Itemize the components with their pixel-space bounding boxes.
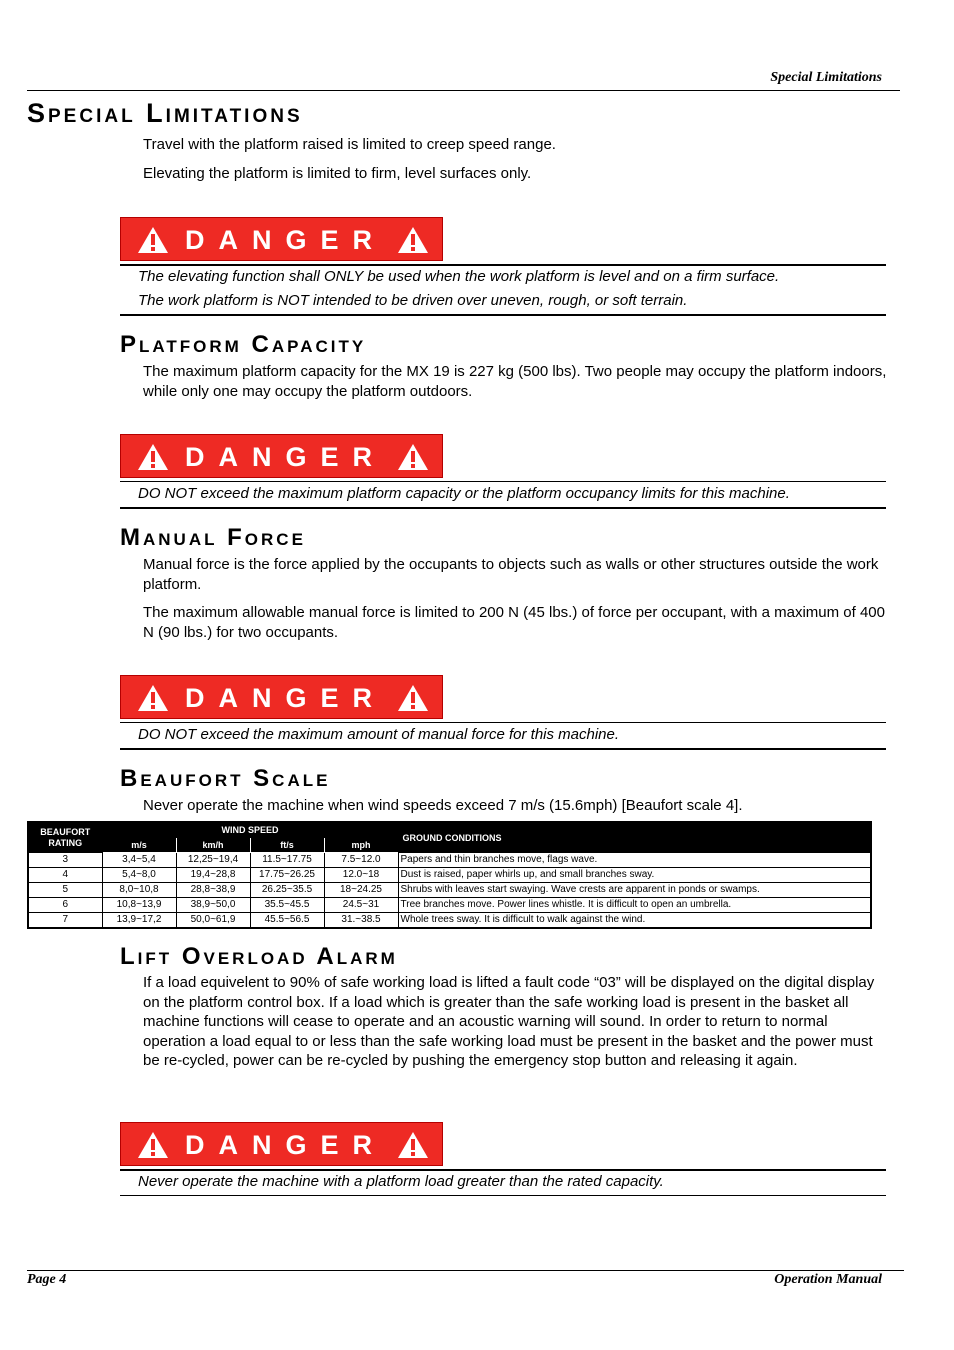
warning-triangle-icon [397, 443, 429, 471]
cell-mph: 24.5~31 [324, 898, 398, 913]
table-row [28, 898, 871, 913]
unit-header: m/s [102, 838, 176, 853]
table-row [28, 913, 871, 929]
cell-ground: Dust is raised, paper whirls up, and small branches sway. [398, 868, 871, 883]
beaufort-table [27, 821, 872, 929]
unit-header: km/h [176, 838, 250, 853]
cell-kmh: 38,9~50,0 [176, 898, 250, 913]
paragraph: If a load equivelent to 90% of safe working load is lifted a fault code “03” will be displayed on the digital display on the platform control box. If a load which is greater than the safe working load is present in the basket all machine functions will cease to operate and an acoustic warning will sound. In order to return to normal operation a load equal to or less than the safe working load must be present in the basket and the power must be re-cycled, power can be re-cycled by pushing the emergency stop button and releasing it again. [143, 974, 875, 1069]
cell-kmh: 28,8~38,9 [176, 883, 250, 898]
cell-mph: 7.5~12.0 [324, 853, 398, 868]
cell-rating: 6 [28, 898, 102, 913]
col-header-rating: BEAUFORT RATING [28, 822, 102, 853]
danger-label: DANGER [185, 442, 387, 472]
danger-label: DANGER [185, 1130, 387, 1160]
cell-ms: 5,4~8,0 [102, 868, 176, 883]
warning-triangle-icon [137, 226, 169, 254]
danger-rule-bottom [120, 507, 886, 509]
cell-rating: 7 [28, 913, 102, 929]
cell-ground: Whole trees sway. It is difficult to walk against the wind. [398, 913, 871, 929]
cell-ms: 13,9~17,2 [102, 913, 176, 929]
paragraph: Elevating the platform is limited to firm, level surfaces only. [143, 165, 532, 182]
cell-ms: 8,0~10,8 [102, 883, 176, 898]
table-row [28, 868, 871, 883]
section-title-manual-force: Manual Force [120, 524, 306, 551]
cell-ground: Tree branches move. Power lines whistle. It is difficult to open an umbrella. [398, 898, 871, 913]
cell-ms: 10,8~13,9 [102, 898, 176, 913]
cell-ms: 3,4~5,4 [102, 853, 176, 868]
running-header: Special Limitations [770, 70, 882, 85]
cell-mph: 18~24.25 [324, 883, 398, 898]
cell-ground: Papers and thin branches move, flags wave. [398, 853, 871, 868]
danger-message: The work platform is NOT intended to be driven over uneven, rough, or soft terrain. [138, 292, 688, 309]
danger-message: DO NOT exceed the maximum platform capacity or the platform occupancy limits for this machine. [138, 485, 790, 502]
table-row [28, 883, 871, 898]
warning-triangle-icon [397, 1131, 429, 1159]
danger-message: The elevating function shall ONLY be used when the work platform is level and on a firm surface. [138, 268, 780, 285]
warning-triangle-icon [137, 1131, 169, 1159]
danger-banner [120, 217, 443, 261]
cell-kmh: 50,0~61,9 [176, 913, 250, 929]
cell-fts: 26.25~35.5 [250, 883, 324, 898]
cell-mph: 31.~38.5 [324, 913, 398, 929]
paragraph: The maximum platform capacity for the MX 19 is 227 kg (500 lbs). Two people may occupy the platform indoors, while only one may occupy the platform outdoors. [143, 363, 887, 400]
header-rule [27, 90, 900, 91]
danger-label: DANGER [185, 225, 387, 255]
footer-rule [27, 1270, 904, 1271]
cell-mph: 12.0~18 [324, 868, 398, 883]
col-header-wind-speed: WIND SPEED [102, 822, 398, 838]
section-title-special-limitations: Special Limitations [27, 98, 303, 128]
danger-message: DO NOT exceed the maximum amount of manual force for this machine. [138, 726, 620, 743]
table-row [28, 853, 871, 868]
warning-triangle-icon [397, 226, 429, 254]
cell-fts: 11.5~17.75 [250, 853, 324, 868]
paragraph: The maximum allowable manual force is limited to 200 N (45 lbs.) of force per occupant, with a maximum of 400 N (90 lbs.) for two occupants. [143, 604, 885, 641]
cell-fts: 35.5~45.5 [250, 898, 324, 913]
cell-kmh: 19,4~28,8 [176, 868, 250, 883]
cell-kmh: 12,25~19,4 [176, 853, 250, 868]
unit-header: ft/s [250, 838, 324, 853]
unit-header: mph [324, 838, 398, 853]
warning-triangle-icon [137, 684, 169, 712]
danger-label: DANGER [185, 683, 387, 713]
paragraph: Manual force is the force applied by the occupants to objects such as walls or other structures outside the work platform. [143, 556, 879, 593]
warning-triangle-icon [397, 684, 429, 712]
danger-banner [120, 434, 443, 478]
cell-ground: Shrubs with leaves start swaying. Wave crests are apparent in ponds or swamps. [398, 883, 871, 898]
section-title-lift-overload-alarm: Lift Overload Alarm [120, 943, 398, 970]
cell-rating: 5 [28, 883, 102, 898]
paragraph: Never operate the machine when wind speeds exceed 7 m/s (15.6mph) [Beaufort scale 4]. [143, 797, 743, 814]
paragraph: Travel with the platform raised is limited to creep speed range. [143, 136, 556, 153]
manual-title: Operation Manual [774, 1272, 882, 1287]
danger-rule-bottom [120, 1195, 886, 1196]
danger-rule-bottom [120, 314, 886, 316]
danger-banner [120, 1122, 443, 1166]
danger-message: Never operate the machine with a platform load greater than the rated capacity. [138, 1173, 664, 1190]
col-header-ground: GROUND CONDITIONS [398, 822, 871, 853]
cell-rating: 3 [28, 853, 102, 868]
warning-triangle-icon [137, 443, 169, 471]
cell-fts: 17.75~26.25 [250, 868, 324, 883]
section-title-beaufort-scale: Beaufort Scale [120, 765, 331, 792]
page-number: Page 4 [27, 1272, 67, 1287]
cell-fts: 45.5~56.5 [250, 913, 324, 929]
section-title-platform-capacity: Platform Capacity [120, 331, 367, 358]
danger-banner [120, 675, 443, 719]
danger-rule-bottom [120, 748, 886, 750]
cell-rating: 4 [28, 868, 102, 883]
